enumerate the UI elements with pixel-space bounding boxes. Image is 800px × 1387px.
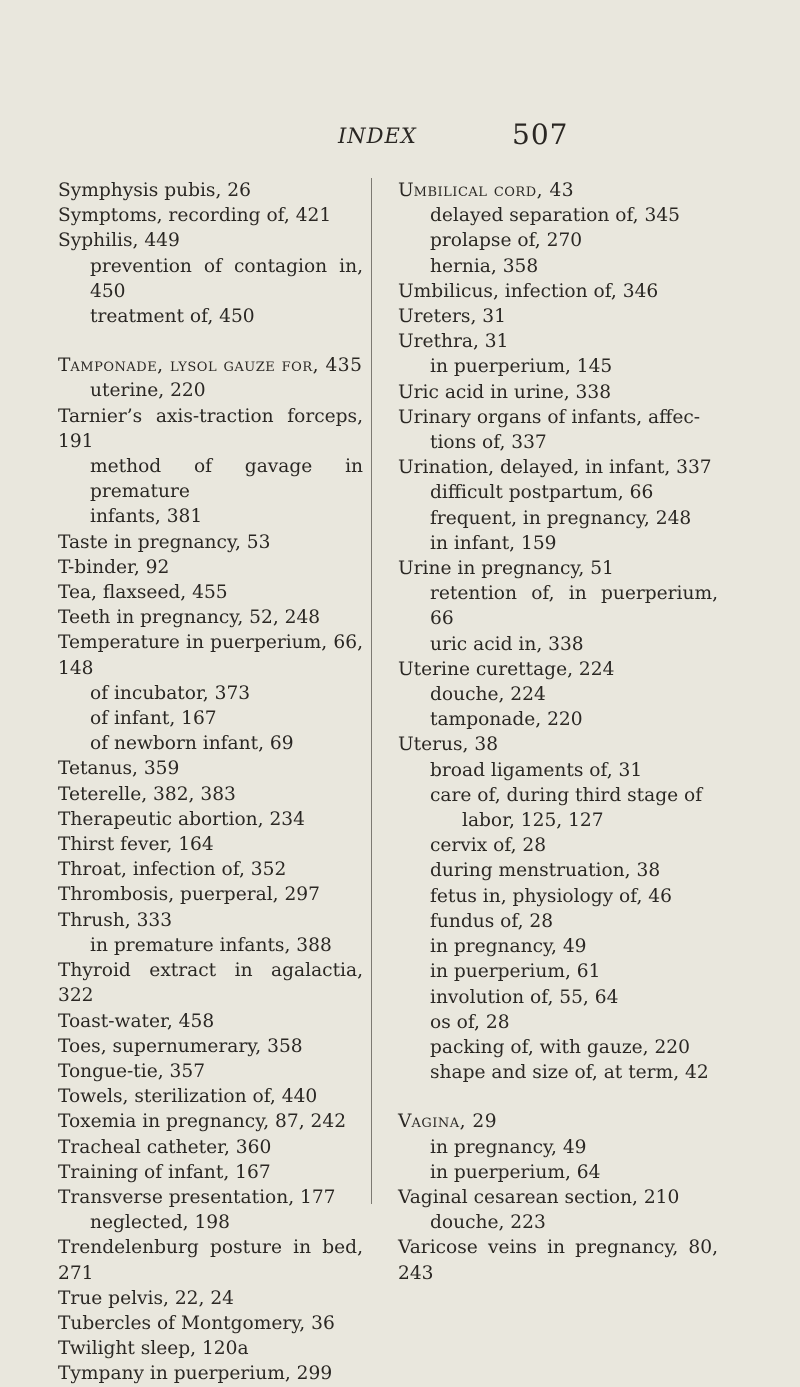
index-entry: True pelvis, 22, 24	[58, 1287, 234, 1309]
index-column-right	[398, 178, 718, 1286]
index-subentry: in puerperium, 64	[430, 1161, 601, 1183]
index-entry: Urination, delayed, in infant, 337	[398, 457, 712, 479]
index-entry: Toast-water, 458	[58, 1010, 215, 1032]
index-entry: Toxemia in pregnancy, 87, 242	[58, 1111, 347, 1133]
index-subentry: retention of, in puerperium, 66	[430, 583, 718, 630]
section-initial: T	[58, 355, 71, 377]
index-entry: Symphysis pubis, 26	[58, 180, 251, 201]
index-subentry: difficult postpartum, 66	[430, 482, 654, 504]
section-heading-rest: mbilical cord, 43	[413, 180, 575, 201]
index-subentry: in pregnancy, 49	[430, 936, 587, 958]
index-entry: Uterine curettage, 224	[398, 658, 615, 680]
index-entry: Teeth in pregnancy, 52, 248	[58, 607, 321, 629]
index-entry: Thirst fever, 164	[58, 834, 214, 856]
index-column-left	[58, 178, 363, 1387]
index-entry: Temperature in puerperium, 66, 148	[58, 632, 363, 679]
index-subentry: uric acid in, 338	[430, 633, 584, 655]
index-subentry: in infant, 159	[430, 532, 557, 554]
index-entry: Ureters, 31	[398, 306, 506, 328]
index-subentry: douche, 223	[430, 1212, 546, 1234]
index-subentry: tamponade, 220	[430, 709, 583, 731]
index-entry: Urine in pregnancy, 51	[398, 558, 614, 580]
index-subentry: douche, 224	[430, 684, 546, 706]
index-entry: Symptoms, recording of, 421	[58, 205, 332, 227]
index-entry: Tea, flaxseed, 455	[58, 582, 228, 604]
index-entry: Tetanus, 359	[58, 758, 180, 780]
index-entry: Tympany in puerperium, 299	[58, 1363, 333, 1385]
index-subentry: in puerperium, 145	[430, 356, 613, 378]
index-entry: Tracheal catheter, 360	[58, 1136, 272, 1158]
index-subentry: uterine, 220	[90, 380, 206, 402]
index-subentry: hernia, 358	[430, 255, 539, 277]
index-subentry: cervix of, 28	[430, 835, 547, 857]
index-subentry: in premature infants, 388	[90, 934, 332, 956]
index-entry-section-start	[58, 353, 363, 378]
index-subentry: of infant, 167	[90, 708, 217, 730]
index-subentry: broad ligaments of, 31	[430, 759, 643, 781]
index-entry: Teterelle, 382, 383	[58, 783, 236, 805]
index-subentry: os of, 28	[430, 1011, 510, 1033]
index-entry: Uric acid in urine, 338	[398, 381, 612, 403]
index-subentry: shape and size of, at term, 42	[430, 1062, 709, 1084]
index-entry: Umbilicus, infection of, 346	[398, 280, 659, 302]
section-heading-rest: amponade, lysol gauze for, 435	[70, 355, 363, 377]
index-entry: Toes, supernumerary, 358	[58, 1035, 303, 1057]
index-subentry: involution of, 55, 64	[430, 986, 619, 1008]
index-subentry: of newborn infant, 69	[90, 733, 294, 755]
index-subentry: neglected, 198	[90, 1212, 230, 1234]
index-entry: Urinary organs of infants, affec-	[398, 406, 701, 428]
index-entry: Twilight sleep, 120a	[58, 1338, 249, 1360]
index-entry: Tarnier’s axis-traction forceps, 191	[58, 405, 363, 452]
index-entry: Thyroid extract in agalactia, 322	[58, 960, 363, 1007]
section-initial: V	[398, 1111, 412, 1133]
index-entry: Taste in pregnancy, 53	[58, 531, 271, 553]
index-subentry: treatment of, 450	[90, 306, 255, 328]
index-subentry: of incubator, 373	[90, 682, 251, 704]
index-entry: Towels, sterilization of, 440	[58, 1086, 318, 1108]
index-entry: Thrombosis, puerperal, 297	[58, 884, 320, 906]
page-number: 507	[512, 118, 569, 151]
index-entry: T-binder, 92	[58, 556, 170, 578]
running-title: INDEX	[338, 124, 417, 148]
index-subentry: method of gavage in premature	[90, 456, 363, 503]
index-subentry: care of, during third stage of	[430, 784, 703, 806]
index-subentry: fundus of, 28	[430, 910, 554, 932]
index-subentry: in pregnancy, 49	[430, 1136, 587, 1158]
index-subentry: delayed separation of, 345	[430, 205, 680, 227]
index-entry: Tongue-tie, 357	[58, 1060, 206, 1082]
index-entry: Throat, infection of, 352	[58, 859, 287, 881]
index-subentry: prolapse of, 270	[430, 230, 583, 252]
index-entry: Therapeutic abortion, 234	[58, 808, 305, 830]
index-continuation: infants, 381	[90, 506, 203, 528]
index-entry-section-start	[398, 178, 718, 203]
section-heading-rest: agina, 29	[411, 1111, 498, 1133]
index-subentry: in puerperium, 61	[430, 961, 601, 983]
index-subentry: frequent, in pregnancy, 248	[430, 507, 692, 529]
index-entry: Trendelenburg posture in bed, 271	[58, 1237, 363, 1284]
index-entry: Syphilis, 449	[58, 230, 180, 252]
index-entry: Vaginal cesarean section, 210	[398, 1186, 680, 1208]
page-header	[0, 118, 800, 164]
index-subentry: during menstruation, 38	[430, 860, 661, 882]
index-entry: Thrush, 333	[58, 909, 173, 931]
index-continuation: labor, 125, 127	[462, 810, 604, 832]
index-subentry: fetus in, physiology of, 46	[430, 885, 672, 907]
section-initial: U	[398, 180, 414, 201]
index-entry: Training of infant, 167	[58, 1161, 271, 1183]
index-entry: Tubercles of Montgomery, 36	[58, 1312, 335, 1334]
index-continuation: tions of, 337	[430, 432, 547, 454]
index-subentry: prevention of contagion in, 450	[90, 255, 363, 302]
index-entry: Uterus, 38	[398, 734, 499, 756]
index-entry-section-start	[398, 1109, 718, 1134]
index-entry: Varicose veins in pregnancy, 80, 243	[398, 1237, 718, 1284]
column-divider	[371, 178, 372, 1204]
index-subentry: packing of, with gauze, 220	[430, 1036, 690, 1058]
index-entry: Transverse presentation, 177	[58, 1186, 336, 1208]
index-entry: Urethra, 31	[398, 331, 509, 353]
